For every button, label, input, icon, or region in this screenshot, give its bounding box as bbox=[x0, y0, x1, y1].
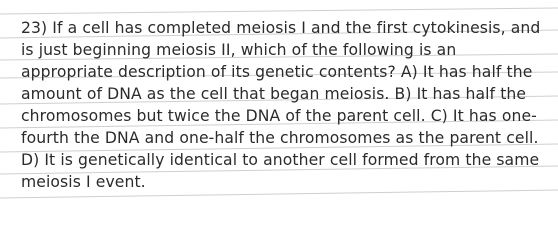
rule-line bbox=[0, 8, 558, 14]
question-text: 23) If a cell has completed meiosis I and the first cytokinesis, and is just beginning meiosis II, which of the following is an appropriate description of its genetic contents? A) It has half the amount of DNA as the cell that began meiosis. B) It has half the chromosomes but twice the DNA of the parent cell. C) It has one-fourth the DNA and one-half the chromosomes as the parent cell. D) It is genetically identical to another cell formed from the same meiosis I event. bbox=[21, 19, 541, 191]
